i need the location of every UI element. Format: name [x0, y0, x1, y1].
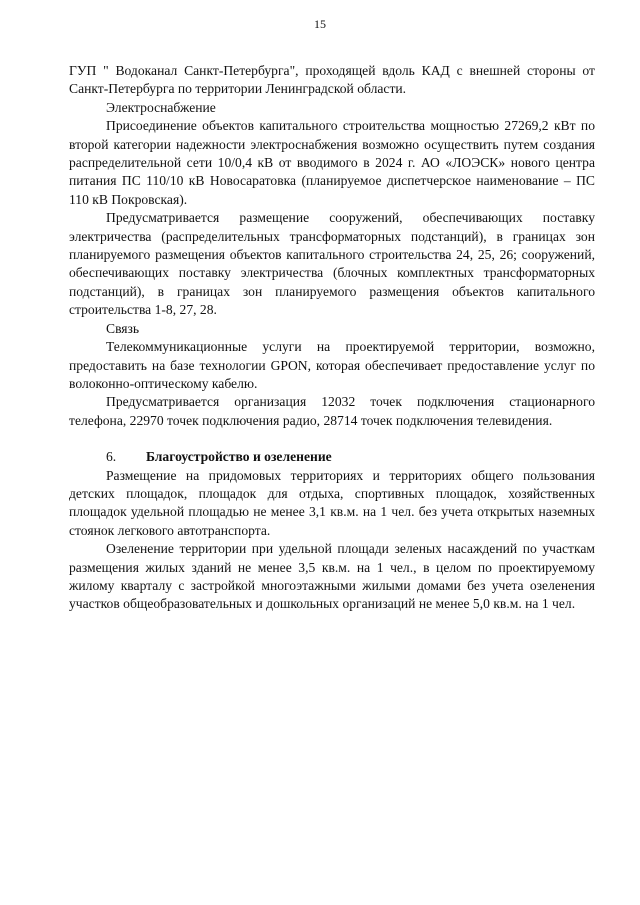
paragraph-water-continuation: ГУП " Водоканал Санкт-Петербурга", проходящей вдоль КАД с внешней стороны от Санкт-Петербурга по территории Ленинградской области. — [69, 63, 595, 97]
page-content — [69, 62, 595, 614]
subheading-communications: Связь — [106, 320, 140, 336]
section-title: Благоустройство и озеленение — [146, 449, 332, 465]
section-number: 6. — [106, 449, 117, 465]
section-heading — [69, 448, 595, 466]
paragraph-playgrounds: Размещение на придомовых территориях и территориях общего пользования детских площадок, площадок для отдыха, спортивных площадок, хозяйственных площадок удельной площадью не менее 3,1 кв.м. на 1 чел. без учета открытых наземных стоянок легкового автотранспорта. — [69, 467, 595, 538]
paragraph-connection-points: Предусматривается организация 12032 точек подключения стационарного телефона, 22970 точек подключения радио, 28714 точек подключения телевидения. — [69, 394, 595, 428]
paragraph-greening: Озеленение территории при удельной площади зеленых насаждений по участкам размещения жилых зданий не менее 3,5 кв.м. на 1 чел., в целом по проектируемому жилому кварталу с застройкой многоэтажными жилыми домами без учета озеленения участков общеобразовательных и дошкольных организаций не менее 5,0 кв.м. на 1 чел. — [69, 541, 595, 612]
subheading-power-supply: Электроснабжение — [106, 99, 216, 115]
paragraph-power-substations: Предусматривается размещение сооружений, обеспечивающих поставку электричества (распределительных трансформаторных подстанций), в границах зон планируемого размещения объектов капитального строительства 24, 25, 26; сооружений, обеспечивающих поставку электричества (блочных комплектных трансформаторных подстанций), в границах зон планируемого размещения объектов капитального строительства 1-8, 27, 28. — [69, 210, 595, 318]
page-number: 15 — [314, 17, 326, 31]
paragraph-telecom-services: Телекоммуникационные услуги на проектируемой территории, возможно, предоставить на базе технологии GPON, которая обеспечивает предоставление услуг по волоконно-оптическому кабелю. — [69, 339, 595, 391]
paragraph-power-connection: Присоединение объектов капитального строительства мощностью 27269,2 кВт по второй категории надежности электроснабжения возможно осуществить путем создания распределительной сети 10/0,4 кВ от вводимого в 2024 г. АО «ЛОЭСК» нового центра питания ПС 110/10 кВ Новосаратовка (планируемое диспетчерское наименование – ПС 110 кВ Покровская). — [69, 118, 595, 207]
